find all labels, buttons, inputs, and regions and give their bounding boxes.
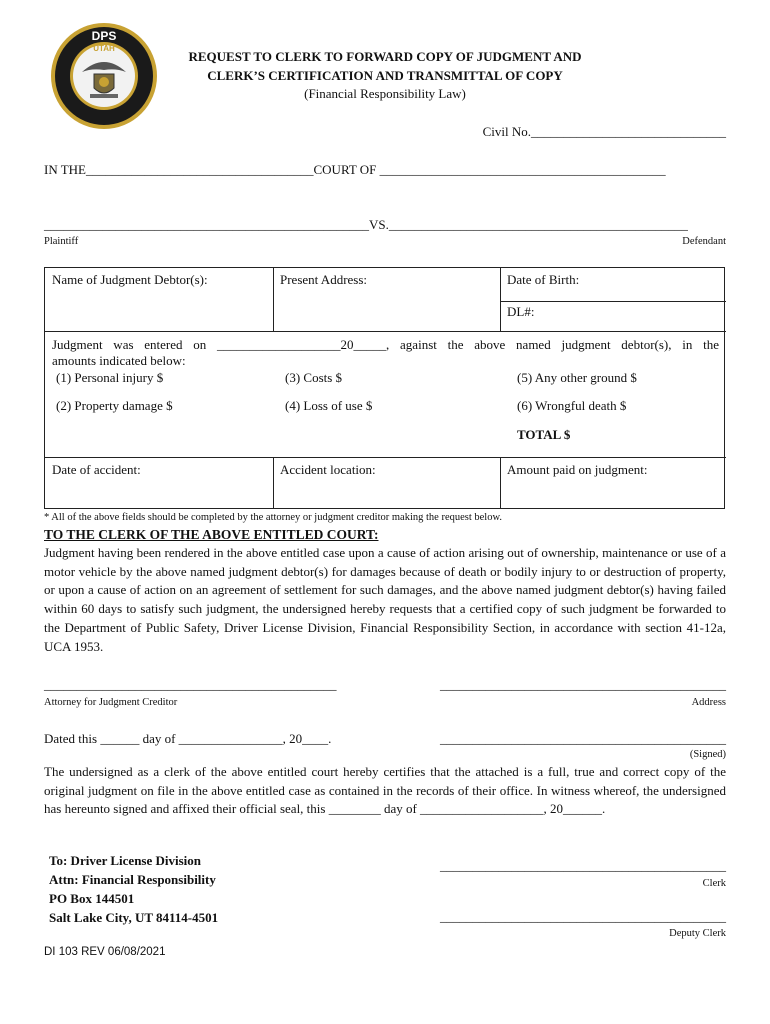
dated-this-field[interactable]: Dated this ______ day of ________________, 20____. xyxy=(44,731,332,746)
request-paragraph: Judgment having been rendered in the above entitled case upon a cause of action arising out of ownership, maintenance or use of a motor vehicle by the above named judgment debtor(s) for damages because of death or bodily injury to or destruction of property, or upon a cause of action on an agreement of settlement for such damages, and the above named judgment debtor(s) having failed within 60 days to satisfy such judgment, the undersigned hereby requests that a certified copy of such judgment be forwarded to the Department of Public Safety, Driver License Division, Financial Responsibility Section, in accordance with section 41-12a, UCA 1953. xyxy=(44,545,726,654)
clerk-heading: TO THE CLERK OF THE ABOVE ENTITLED COURT: xyxy=(44,527,379,542)
plaintiff-label: Plaintiff xyxy=(44,236,79,247)
clerk-signature-line[interactable]: ____________________________________________ xyxy=(440,858,726,873)
clerk-label: Clerk xyxy=(702,878,726,889)
amounts-indicated-label: amounts indicated below: xyxy=(52,353,186,368)
defendant-label: Defendant xyxy=(682,236,726,247)
mail-to-line-4: Salt Lake City, UT 84114-4501 xyxy=(49,910,219,925)
dps-utah-seal xyxy=(50,22,158,130)
mail-to-line-1: To: Driver License Division xyxy=(49,853,202,868)
loss-of-use-amount[interactable]: (4) Loss of use $ xyxy=(285,398,373,413)
attorney-signature-line[interactable]: _____________________________________________ xyxy=(44,677,337,692)
debtor-name-label[interactable]: Name of Judgment Debtor(s): xyxy=(52,272,208,287)
costs-amount[interactable]: (3) Costs $ xyxy=(285,370,343,385)
judgment-entered-line[interactable]: Judgment was entered on ___________________20_____, against the above named judgment debtor(s), in the xyxy=(52,337,719,352)
judgment-info-table xyxy=(44,267,725,509)
form-title-line-2: CLERK’S CERTIFICATION AND TRANSMITTAL OF COPY xyxy=(207,68,563,83)
civil-number-field[interactable]: Civil No.______________________________ xyxy=(482,124,726,139)
present-address-label[interactable]: Present Address: xyxy=(280,272,368,287)
form-revision-footer: DI 103 REV 06/08/2021 xyxy=(44,946,166,958)
mail-to-line-2: Attn: Financial Responsibility xyxy=(49,872,216,887)
form-title-line-1: REQUEST TO CLERK TO FORWARD COPY OF JUDGMENT AND xyxy=(188,49,582,64)
date-of-birth-label[interactable]: Date of Birth: xyxy=(507,272,580,287)
amount-paid-label[interactable]: Amount paid on judgment: xyxy=(507,462,648,477)
address-line[interactable]: ____________________________________________ xyxy=(440,677,726,692)
seal-top-text: DPS xyxy=(91,29,117,43)
signed-line[interactable]: ____________________________________________ xyxy=(440,731,726,746)
dl-number-label[interactable]: DL#: xyxy=(507,304,535,319)
court-line-field[interactable]: IN THE___________________________________COURT OF ____________________________________________ xyxy=(44,162,666,177)
seal-state-text: UTAH xyxy=(93,44,115,53)
form-subtitle: (Financial Responsibility Law) xyxy=(304,86,466,101)
deputy-clerk-label: Deputy Clerk xyxy=(669,928,726,939)
date-of-accident-label[interactable]: Date of accident: xyxy=(52,462,141,477)
certification-paragraph: The undersigned as a clerk of the above entitled court hereby certifies that the attached is a full, true and correct copy of the original judgment on file in the above entitled case as contained in the records of their office. In witness whereof, the undersigned has hereunto signed and affixed their official seal, this ________ day of ___________________, 20______. xyxy=(44,764,726,817)
completion-note: * All of the above fields should be completed by the attorney or judgment creditor making the request below. xyxy=(44,512,502,523)
attorney-label: Attorney for Judgment Creditor xyxy=(44,697,178,708)
total-amount[interactable]: TOTAL $ xyxy=(517,427,571,442)
signed-label: (Signed) xyxy=(689,749,726,760)
other-ground-amount[interactable]: (5) Any other ground $ xyxy=(517,370,637,385)
plaintiff-vs-defendant-field[interactable]: __________________________________________________VS.______________________________________________ xyxy=(44,217,688,232)
property-damage-amount[interactable]: (2) Property damage $ xyxy=(56,398,173,413)
personal-injury-amount[interactable]: (1) Personal injury $ xyxy=(56,370,164,385)
address-label: Address xyxy=(691,697,726,708)
mail-to-line-3: PO Box 144501 xyxy=(49,891,135,906)
deputy-clerk-signature-line[interactable]: ____________________________________________ xyxy=(440,909,726,924)
wrongful-death-amount[interactable]: (6) Wrongful death $ xyxy=(517,398,627,413)
accident-location-label[interactable]: Accident location: xyxy=(280,462,376,477)
